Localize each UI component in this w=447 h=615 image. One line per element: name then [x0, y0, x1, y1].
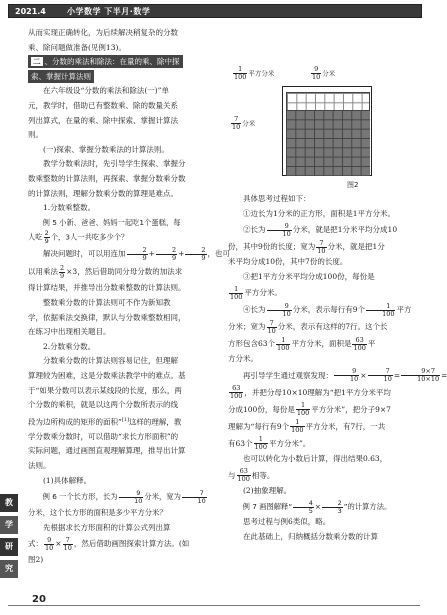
text-line: 实际问题，通过画图直观理解算理，推导出计算	[28, 446, 186, 456]
text-line: $\frac{63}{100}$ ，并把分母10×10理解为“把1平方分米平均	[230, 384, 391, 401]
text-line: 解决问题时，可以用连加 $\frac{2}{9}$ + $\frac{2}{9}$ + $\frac{2}{9}$ ，也可	[43, 245, 231, 262]
text-line: 方分米。	[228, 354, 258, 364]
grid-square	[282, 86, 372, 176]
figure-length-label: $\frac{9}{10}$ 分米	[312, 65, 336, 81]
subheading: 2.分数乘分数。	[43, 341, 96, 351]
text-line: 份，其中9份的长度；宽为 $\frac{7}{10}$ 分米，就是把1分	[228, 238, 385, 255]
text-line: 段为边所构成的矩形的面积”[1]这样的理解，教	[28, 416, 182, 427]
section-heading-cont: 索、掌握计算法则	[28, 70, 224, 85]
text-line: 也可以转化为小数后计算，得出结果0.63，	[243, 453, 388, 463]
example-5-cont: 人吃 $\frac{2}{9}$ 个，3人一共吃多少个？	[28, 229, 129, 246]
text-line: 在练习中出现相关题目。	[28, 327, 111, 337]
text-line: 得计算结果，并推导出分数乘整数的计算法则。	[28, 283, 186, 293]
text-line: 具体思考过程如下：	[243, 194, 311, 203]
text-line: 再引导学生通过观察发现： $\frac{9}{10}$ × $\frac{7}{10}$ = $\frac{9\times 7}{10\times 10}$ =	[243, 367, 447, 384]
example-6-cont: 分米，这个长方形的面积是多少平方分米？	[28, 508, 167, 518]
text-line: 于“如果分数可以表示某线段的长度，那么，两	[28, 385, 182, 395]
page-number: 20	[32, 594, 46, 605]
example-6: 例 6 一个长方形，长为 $\frac{9}{10}$ 分米，宽为 $\frac{7}{10}$	[42, 488, 206, 505]
figure-2	[228, 64, 423, 192]
text-line: 分成100份，每份是 $\frac{1}{100}$ 平方分米”，把分子9×7	[228, 401, 391, 418]
bottom-rule	[8, 605, 420, 606]
section-heading: 二 、分数的乘法和除法：在量的乘、除中探	[28, 55, 224, 70]
subheading: (1)具体解释。	[43, 475, 92, 485]
text-line: 图2)	[28, 555, 44, 565]
text-line: 列出算式，在量的乘、除中探索、掌握计算法	[28, 115, 178, 125]
text-line: 分米；宽为 $\frac{7}{10}$ 分米，表示有这样的7行。这个长	[228, 318, 388, 335]
text-line: ②长为 $\frac{9}{10}$ 分米，就是把1分米平均分成10	[243, 221, 398, 238]
text-line: 式： $\frac{9}{10}$ × $\frac{7}{10}$ ，然后借助画图探索计算方法。(如	[28, 535, 190, 552]
text-line: 乘、除问题做准备(见例13)。	[28, 42, 126, 52]
figure-width-label: $\frac{7}{10}$ 分米	[232, 115, 256, 131]
text-line: 的计算法则，理解分数乘分数的算理是难点。	[28, 188, 178, 198]
right-column	[228, 192, 447, 544]
text-line: ④长为 $\frac{9}{10}$ 分米，表示每行有9个 $\frac{1}{100}$ 平方	[243, 301, 412, 318]
text-line: 学分数乘分数时，可以借助“求长方形面积”的	[28, 431, 179, 441]
figure-caption: 图2	[347, 181, 359, 189]
subheading: 1.分数乘整数。	[43, 203, 96, 213]
issue-label: 2021.4	[15, 7, 46, 16]
text-line: 思考过程与例6类似，略。	[243, 517, 331, 527]
subheading: (一)探索、掌握分数乘法的计算法则。	[43, 144, 169, 154]
text-line: 元，教学时，借助已有整数乘、除的数量关系	[28, 100, 178, 110]
text-line: 先根据求长方形面积的计算公式列出算	[43, 522, 171, 532]
example-5: 例 5 小新、爸爸、妈妈一起吃1个蛋糕，每	[42, 217, 181, 227]
text-line: 法则。	[28, 461, 51, 471]
text-line: 整数乘分数的计算法则可不作为新知教	[43, 298, 171, 307]
text-line: ③把1平方分米平均分成100份，每份是	[243, 271, 375, 281]
text-line: 算理较为困难，这是分数乘法教学中的难点。基	[28, 370, 186, 380]
figure-area-label: $\frac{1}{100}$ 平方分米	[234, 65, 275, 81]
text-line: 以用乘法 $\frac{2}{9}$ ×3，然后借助同分母分数的加法求	[28, 263, 183, 280]
text-line: 与 $\frac{63}{100}$ 相等。	[228, 467, 275, 484]
text-line: 有63个 $\frac{1}{100}$ 平方分米”。	[228, 435, 311, 452]
subheading: (2)抽象理解。	[243, 485, 292, 495]
text-line: 数乘整数的计算法则，再探索、掌握分数乘分数	[28, 173, 186, 183]
text-line: 米平均分成10份，其中7份的长度。	[228, 257, 348, 267]
text-line: 分数乘分数的计算法则容易记住，但理解	[43, 356, 178, 366]
text-line: ①边长为1分米的正方形，面积是1平方分米。	[243, 208, 396, 218]
page-header	[8, 4, 422, 18]
text-line: 在此基础上，归纳概括分数乘分数的计算	[243, 531, 378, 541]
text-line: 则。	[28, 130, 43, 140]
side-tab: 究	[0, 560, 18, 578]
text-line: 从而实现正确转化，为后续解决稍复杂的分数	[28, 28, 178, 37]
text-line: 在六年级设“分数的乘法和除法(一)”单	[43, 86, 170, 96]
text-line: 个分数的乘积，就是以这两个分数所表示的线	[28, 400, 178, 410]
text-line: 理解为“每行有9个 $\frac{1}{100}$ 平方分米，有7行，一共	[228, 418, 386, 435]
example-7: 例 7 画图解释“ $\frac{4}{5}$ × $\frac{2}{3}$ ”的计算方法。	[242, 498, 392, 515]
side-tab: 学	[0, 516, 18, 534]
side-tabs	[0, 494, 18, 582]
section-number: 二	[33, 57, 41, 67]
left-column	[28, 26, 231, 568]
side-tab: 研	[0, 538, 18, 556]
shaded-rectangle	[286, 110, 370, 176]
side-tab: 教	[0, 494, 18, 512]
text-line: 学，依据乘法交换律，默认与分数乘整数相同，	[28, 312, 186, 322]
magazine-title: 小学数学 下半月·数学	[67, 7, 151, 16]
text-line: 教学分数乘法时，先引导学生探索、掌握分	[43, 159, 186, 169]
text-line: $\frac{1}{100}$ 平方分米。	[230, 284, 282, 301]
text-line: 方形包含63个 $\frac{1}{100}$ 平方分米，面积是 $\frac{63}{100}$ 平	[228, 335, 376, 352]
